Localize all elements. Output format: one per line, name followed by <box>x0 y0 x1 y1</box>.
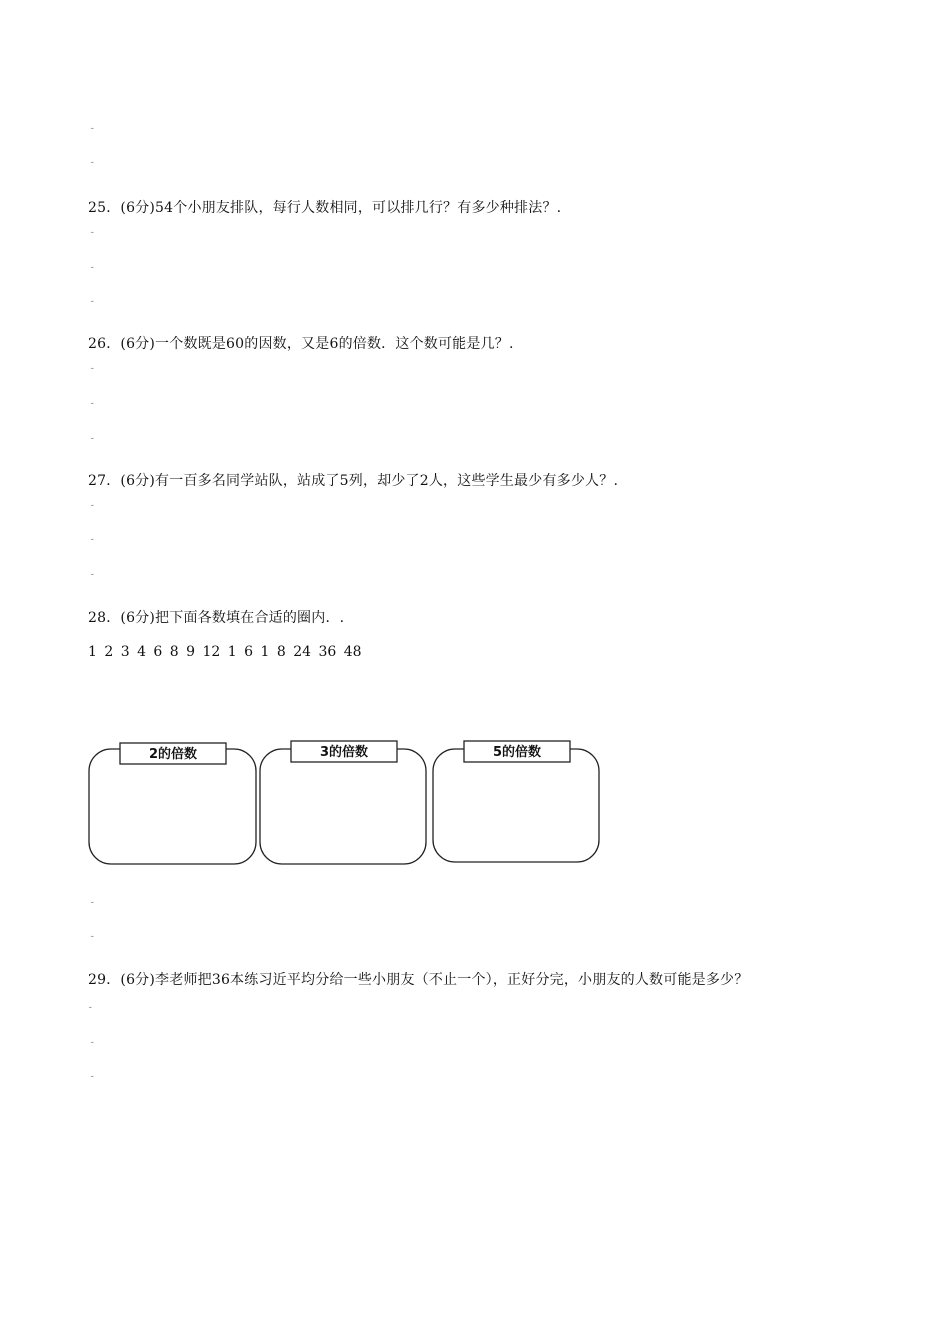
paragraph-mark: ˍ <box>90 154 95 164</box>
question-27: 27．(6分)有一百多名同学站队，站成了5列，却少了2人，这些学生最少有多少人？. <box>88 473 619 489</box>
paragraph-mark: ˍ <box>90 497 95 507</box>
paragraph-mark: ˍ <box>90 120 95 130</box>
question-29: 29．(6分)李老师把36本练习近平均分给一些小朋友（不止一个），正好分完，小朋友的人数可能是多少？ <box>88 972 749 988</box>
paragraph-mark: ˍ <box>90 928 95 938</box>
box-multiples-of-2 <box>89 743 256 864</box>
paragraph-mark: ˍ <box>90 360 95 370</box>
paragraph-mark: ˍ <box>90 395 95 405</box>
box-multiples-of-3 <box>260 741 426 864</box>
paragraph-mark: ˍ <box>90 1068 95 1078</box>
box-label-3: 3的倍数 <box>319 745 369 760</box>
paragraph-mark: ˍ <box>90 293 95 303</box>
numbers-to-sort: 1 2 3 4 6 8 9 12 1 6 1 8 24 36 48 <box>88 644 362 660</box>
multiples-circles-diagram <box>84 736 614 876</box>
paragraph-mark: ˍ <box>88 999 93 1009</box>
box-label-5: 5的倍数 <box>492 745 542 760</box>
paragraph-mark: ˍ <box>90 894 95 904</box>
paragraph-mark: ˍ <box>90 1034 95 1044</box>
paragraph-mark: ˍ <box>90 259 95 269</box>
box-multiples-of-5 <box>433 741 599 862</box>
paragraph-mark: ˍ <box>90 566 95 576</box>
box-label-2: 2的倍数 <box>148 747 198 762</box>
paragraph-mark: ˍ <box>90 531 95 541</box>
question-28: 28．(6分)把下面各数填在合适的圈内．. <box>88 610 345 626</box>
question-26: 26．(6分)一个数既是60的因数，又是6的倍数．这个数可能是几？. <box>88 336 514 352</box>
question-25: 25．(6分)54个小朋友排队，每行人数相同，可以排几行？有多少种排法？. <box>88 200 562 216</box>
paragraph-mark: ˍ <box>90 430 95 440</box>
paragraph-mark: ˍ <box>90 224 95 234</box>
